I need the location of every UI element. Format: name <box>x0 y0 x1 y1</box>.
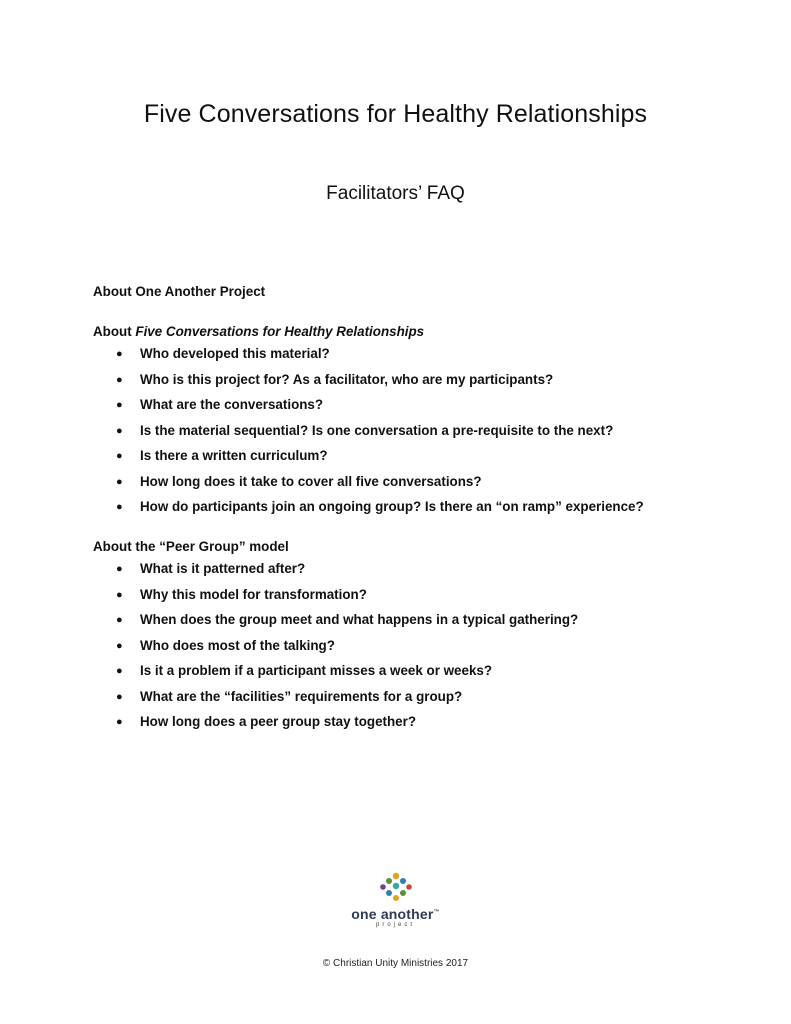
bullet-icon: ● <box>116 450 123 462</box>
section-about-project <box>93 283 698 301</box>
faq-item: ● What are the “facilities” requirements for a group? <box>116 688 463 704</box>
bullet-icon: ● <box>116 424 123 437</box>
faq-list <box>93 560 698 731</box>
bullet-icon: ● <box>116 348 123 360</box>
logo-subtext: project <box>375 922 415 928</box>
bullet-icon: ● <box>116 563 123 575</box>
bullet-icon: ● <box>116 690 123 703</box>
faq-item: ● Who does most of the talking? <box>116 637 335 653</box>
bullet-icon: ● <box>116 639 123 652</box>
bullet-icon: ● <box>116 373 123 386</box>
page-subtitle: Facilitators’ FAQ <box>326 183 465 204</box>
section-heading <box>93 323 698 341</box>
logo-wordmark: one another™ <box>351 906 440 922</box>
bullet-icon: ● <box>116 614 123 626</box>
section-heading: About One Another Project <box>93 284 266 299</box>
bullet-icon: ● <box>116 716 123 728</box>
logo-mosaic-icon <box>378 872 414 902</box>
footer-copyright: © Christian Unity Ministries 2017 <box>322 958 469 969</box>
faq-item: ● Is the material sequential? Is one conversation a pre-requisite to the next? <box>116 422 614 438</box>
faq-item: ● Is there a written curriculum? <box>116 448 328 463</box>
faq-item: ● Why this model for transformation? <box>116 586 367 602</box>
faq-item: ● Who developed this material? <box>116 346 330 361</box>
faq-item: ● How do participants join an ongoing group? Is there an “on ramp” experience? <box>116 499 644 514</box>
section-about-peer-group <box>93 538 698 731</box>
faq-item: ● How long does it take to cover all five conversations? <box>116 473 482 489</box>
faq-item: ● When does the group meet and what happens in a typical gathering? <box>116 612 579 627</box>
bullet-icon: ● <box>116 399 123 411</box>
faq-content <box>93 283 698 753</box>
section-about-conversations <box>93 323 698 516</box>
faq-item: ● Is it a problem if a participant misses a week or weeks? <box>116 663 493 678</box>
heading-emphasis: Five Conversations for Healthy Relationships <box>135 324 425 339</box>
one-another-logo <box>0 872 791 928</box>
faq-item: ● Who is this project for? As a facilitator, who are my participants? <box>116 371 554 387</box>
faq-item: ● What is it patterned after? <box>116 561 306 576</box>
heading-prefix: About <box>93 324 136 339</box>
faq-item: ● What are the conversations? <box>116 397 324 412</box>
faq-list <box>93 345 698 516</box>
bullet-icon: ● <box>116 475 123 488</box>
bullet-icon: ● <box>116 501 123 513</box>
faq-item: ● How long does a peer group stay together? <box>116 714 417 729</box>
section-heading: About the “Peer Group” model <box>93 539 289 554</box>
bullet-icon: ● <box>116 665 123 677</box>
page-title: Five Conversations for Healthy Relationships <box>143 100 648 128</box>
bullet-icon: ● <box>116 588 123 601</box>
